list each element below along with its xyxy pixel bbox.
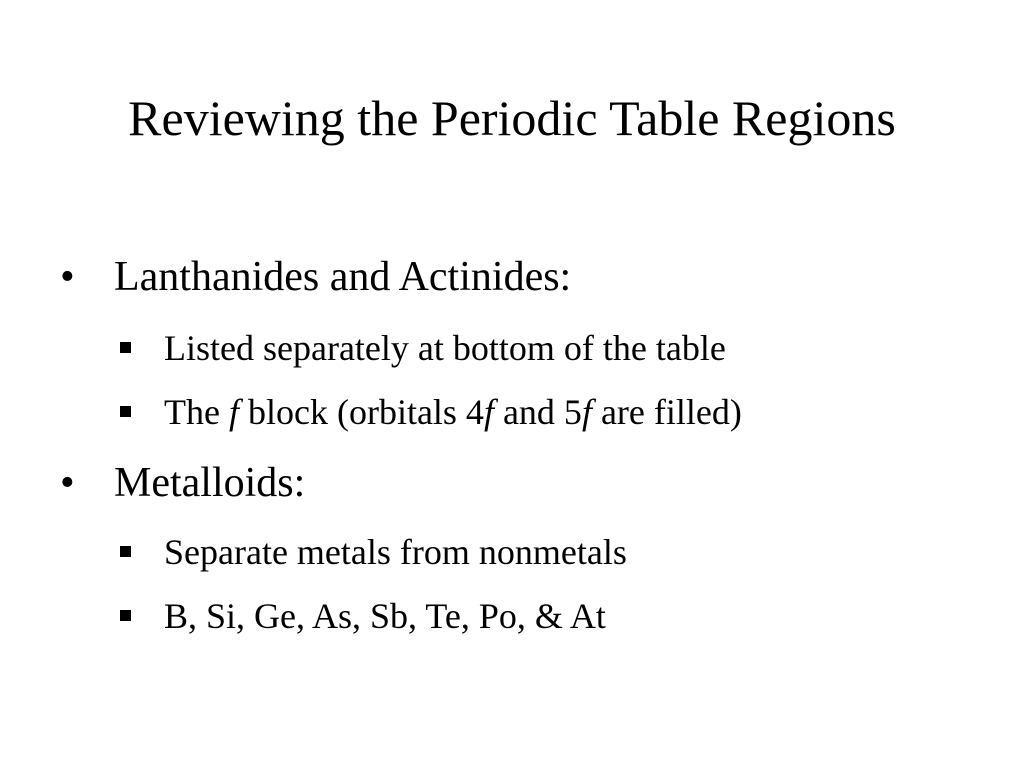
text-run: and 5 bbox=[493, 392, 582, 432]
bullet-item-lanthanides-actinides bbox=[60, 252, 960, 302]
text-run: are filled) bbox=[591, 392, 742, 432]
bullet-text: Metalloids: bbox=[114, 460, 306, 506]
sub-bullet-text: B, Si, Ge, As, Sb, Te, Po, & At bbox=[164, 596, 606, 636]
sub-bullet-separate-metals bbox=[116, 530, 976, 574]
italic-f: f bbox=[228, 392, 239, 432]
sub-bullet-listed-separately bbox=[116, 326, 976, 370]
square-bullet-icon bbox=[120, 342, 131, 353]
bullet-text: Lanthanides and Actinides: bbox=[114, 254, 572, 300]
italic-f: f bbox=[483, 392, 494, 432]
text-run: block (orbitals 4 bbox=[238, 392, 484, 432]
square-bullet-icon bbox=[120, 546, 131, 557]
sub-bullet-text: Separate metals from nonmetals bbox=[164, 532, 627, 572]
bullet-dot-icon: • bbox=[60, 460, 75, 506]
text-run: The bbox=[164, 392, 229, 432]
square-bullet-icon bbox=[120, 610, 131, 621]
sub-bullet-text: Listed separately at bottom of the table bbox=[164, 328, 726, 368]
slide-title: Reviewing the Periodic Table Regions bbox=[128, 90, 896, 146]
square-bullet-icon bbox=[120, 406, 131, 417]
sub-bullet-f-block bbox=[116, 390, 976, 434]
bullet-dot-icon: • bbox=[60, 254, 75, 300]
italic-f: f bbox=[581, 392, 592, 432]
bullet-item-metalloids bbox=[60, 458, 960, 508]
sub-bullet-text bbox=[164, 390, 742, 434]
sub-bullet-metalloid-list bbox=[116, 594, 976, 638]
